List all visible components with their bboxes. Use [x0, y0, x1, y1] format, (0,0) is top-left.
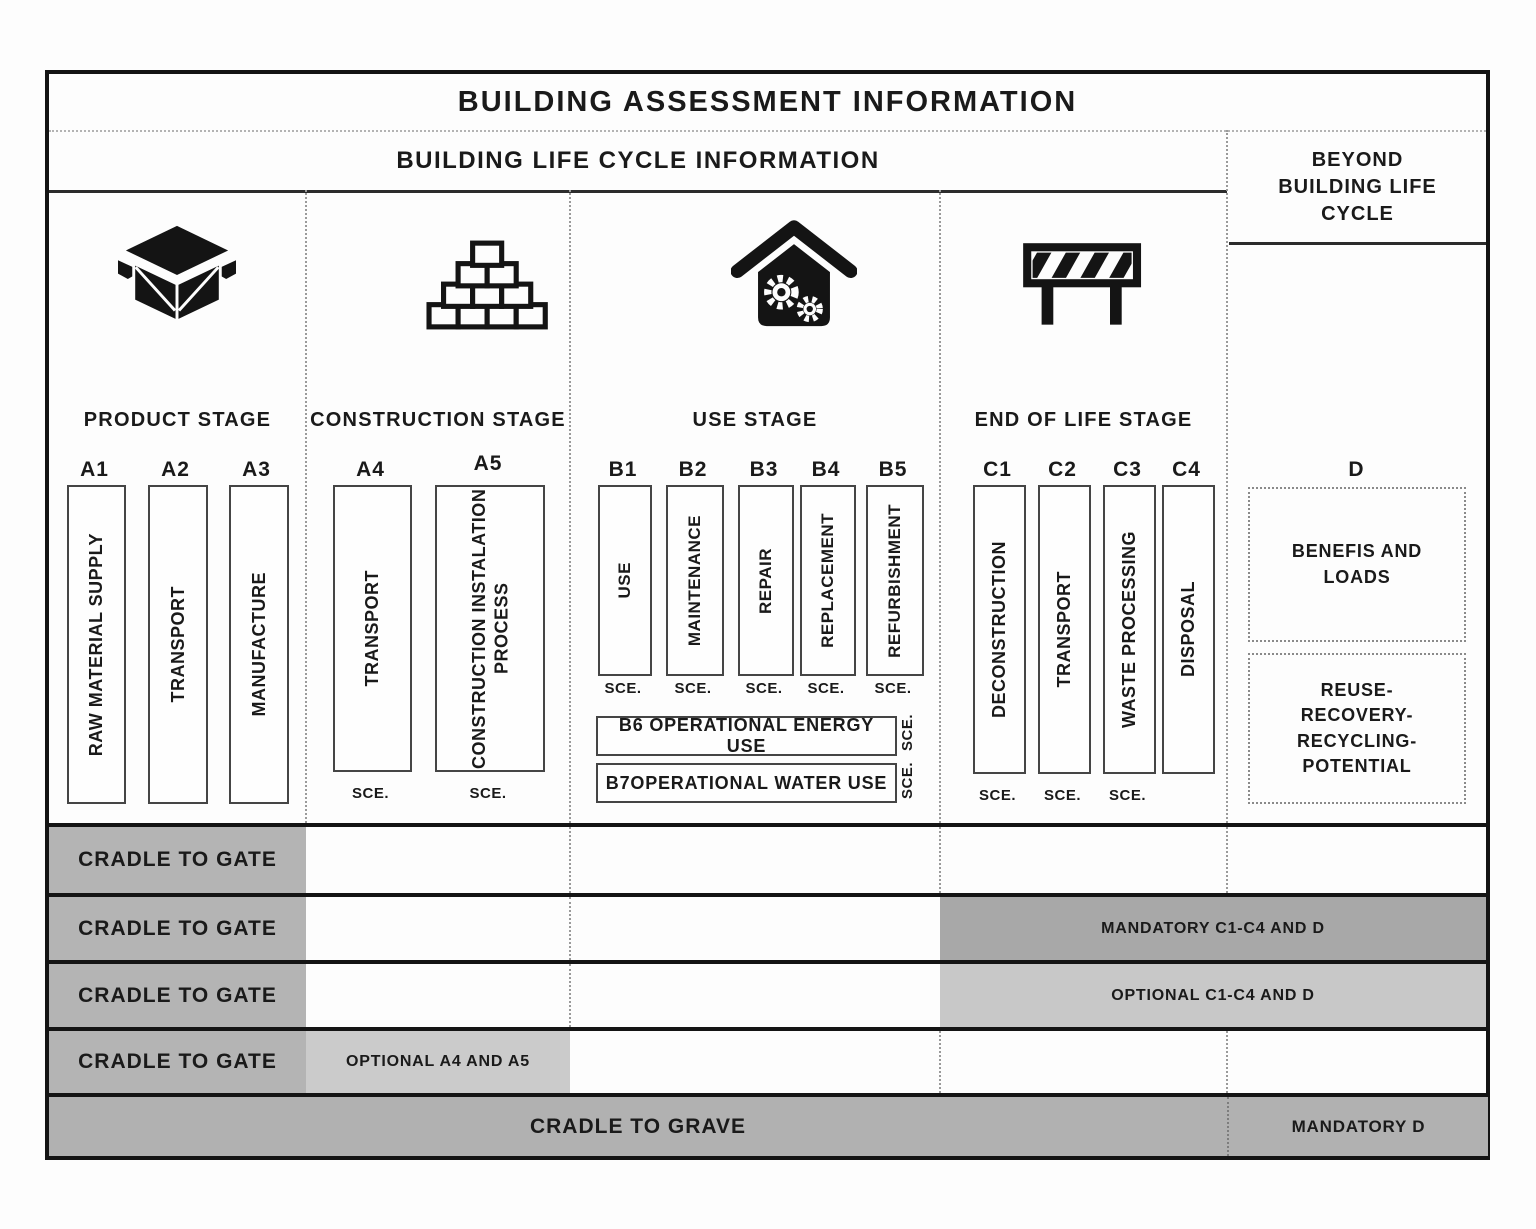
reuse-recovery-recycling-label: REUSE-RECOVERY-RECYCLING-POTENTIAL [1297, 680, 1417, 776]
module-box-a3 [229, 485, 289, 804]
module-box-b5 [866, 485, 924, 676]
module-box-b2 [666, 485, 724, 676]
band-row-cradle-to-gate-2 [49, 893, 1486, 960]
module-code-b3: B3 [749, 458, 779, 481]
module-label-b3: REPAIR [756, 547, 776, 614]
scenario-label-c1: SCE. [978, 786, 1016, 804]
module-code-a4: A4 [356, 458, 385, 481]
end-of-life-stage-title: END OF LIFE STAGE [974, 408, 1193, 431]
scenario-label-a5: SCE. [469, 784, 507, 802]
module-label-b4: REPLACEMENT [818, 513, 838, 648]
module-box-b4 [800, 485, 856, 676]
page-title: BUILDING ASSESSMENT INFORMATION [49, 74, 1486, 132]
cradle-to-grave-cell: CRADLE TO GRAVE [49, 1097, 1227, 1156]
column-divider [939, 190, 941, 823]
cradle-to-gate-cell: CRADLE TO GATE [49, 897, 306, 960]
module-label-c4: DISPOSAL [1178, 581, 1199, 678]
band-divider [1226, 827, 1228, 893]
module-code-b2: B2 [678, 458, 708, 481]
module-code-c1: C1 [983, 458, 1012, 481]
scenario-label-c3: SCE. [1108, 786, 1146, 804]
construction-stage-title: CONSTRUCTION STAGE [310, 408, 566, 431]
module-code-b4: B4 [811, 458, 841, 481]
band-divider [569, 827, 571, 893]
end-of-life-stage-icon-wrap [993, 234, 1173, 336]
module-code-a2: A2 [161, 458, 190, 481]
house-gears-icon [731, 215, 857, 339]
product-stage-icon-wrap [87, 212, 267, 344]
module-code-a5: A5 [473, 452, 503, 475]
module-code-c3: C3 [1113, 458, 1142, 481]
module-box-a5 [435, 485, 545, 772]
module-label-a4: TRANSPORT [362, 570, 383, 687]
bricks-icon [422, 238, 554, 332]
reuse-recovery-recycling-box [1248, 653, 1466, 804]
module-label-b1: USE [615, 562, 635, 599]
mandatory-d-cell: MANDATORY D [1227, 1097, 1488, 1156]
module-box-b1 [598, 485, 652, 676]
module-label-a1: RAW MATERIAL SUPPLY [86, 532, 107, 757]
module-code-c2: C2 [1048, 458, 1077, 481]
scenario-label-c2: SCE. [1043, 786, 1081, 804]
band-divider [939, 827, 941, 893]
module-code-b5: B5 [878, 458, 908, 481]
module-box-b3 [738, 485, 794, 676]
module-banner-b6: B6 OPERATIONAL ENERGY USE [596, 716, 897, 756]
module-box-c4 [1162, 485, 1215, 774]
band-divider [569, 964, 571, 1027]
scenario-label-b4: SCE. [807, 679, 845, 697]
life-cycle-header: BUILDING LIFE CYCLE INFORMATION [49, 132, 1227, 193]
module-label-b2: MAINTENANCE [685, 514, 705, 647]
use-stage-icon-wrap [704, 206, 884, 348]
module-box-a4 [333, 485, 412, 772]
barrier-icon [1020, 238, 1146, 333]
module-label-b5: REFURBISHMENT [885, 503, 905, 658]
optional-c1-c4-d-cell: OPTIONAL C1-C4 AND D [940, 964, 1486, 1027]
use-stage-title: USE STAGE [692, 408, 818, 431]
module-label-c3: WASTE PROCESSING [1119, 530, 1140, 729]
band-divider [1226, 1031, 1228, 1093]
module-box-c1 [973, 485, 1026, 774]
optional-a4-a5-cell: OPTIONAL A4 AND A5 [306, 1031, 570, 1093]
scenario-label-b5: SCE. [874, 679, 912, 697]
band-divider [939, 1031, 941, 1093]
module-code-a3: A3 [242, 458, 271, 481]
module-box-c3 [1103, 485, 1156, 774]
column-divider [305, 190, 307, 823]
module-box-a2 [148, 485, 208, 804]
scenario-label-b1: SCE. [604, 679, 642, 697]
band-row-cradle-to-gate-1 [49, 823, 1486, 893]
benefits-and-loads-box [1248, 487, 1466, 642]
package-icon [118, 222, 236, 334]
module-code-b1: B1 [608, 458, 638, 481]
scenario-label-a4: SCE. [351, 784, 389, 802]
module-label-c1: DECONSTRUCTION [989, 541, 1010, 718]
beyond-header-label: BEYOND BUILDING LIFE CYCLE [1278, 148, 1437, 225]
cradle-to-gate-cell: CRADLE TO GATE [49, 964, 306, 1027]
scenario-label-b2: SCE. [674, 679, 712, 697]
diagram-frame [45, 70, 1490, 1160]
module-label-c2: TRANSPORT [1054, 571, 1075, 688]
beyond-column-divider [1226, 130, 1228, 823]
scope-bands [49, 823, 1486, 1156]
scenario-label-b6: SCE. [898, 714, 916, 752]
band-divider [569, 897, 571, 960]
module-box-c2 [1038, 485, 1091, 774]
benefits-and-loads-label: BENEFIS AND LOADS [1291, 541, 1423, 587]
cradle-to-gate-cell: CRADLE TO GATE [49, 1031, 306, 1093]
scenario-label-b7: SCE. [898, 762, 916, 800]
band-row-cradle-to-gate-4 [49, 1027, 1486, 1093]
module-code-c4: C4 [1172, 458, 1201, 481]
module-label-a2: TRANSPORT [167, 586, 188, 703]
module-label-a5: CONSTRUCTION INSTALATION PROCESS [468, 488, 511, 769]
cradle-to-gate-cell: CRADLE TO GATE [49, 827, 306, 893]
module-box-a1 [67, 485, 126, 804]
product-stage-title: PRODUCT STAGE [83, 408, 272, 431]
band-row-cradle-to-gate-3 [49, 960, 1486, 1027]
band-row-cradle-to-grave [49, 1093, 1486, 1156]
stage-zone [49, 190, 1486, 823]
construction-stage-icon-wrap [398, 232, 578, 338]
mandatory-c1-c4-d-cell: MANDATORY C1-C4 AND D [940, 897, 1486, 960]
module-code-d: D [1348, 458, 1365, 481]
module-label-a3: MANUFACTURE [248, 572, 269, 717]
scenario-label-b3: SCE. [745, 679, 783, 697]
module-code-a1: A1 [80, 458, 109, 481]
module-banner-b7: B7OPERATIONAL WATER USE [596, 763, 897, 803]
